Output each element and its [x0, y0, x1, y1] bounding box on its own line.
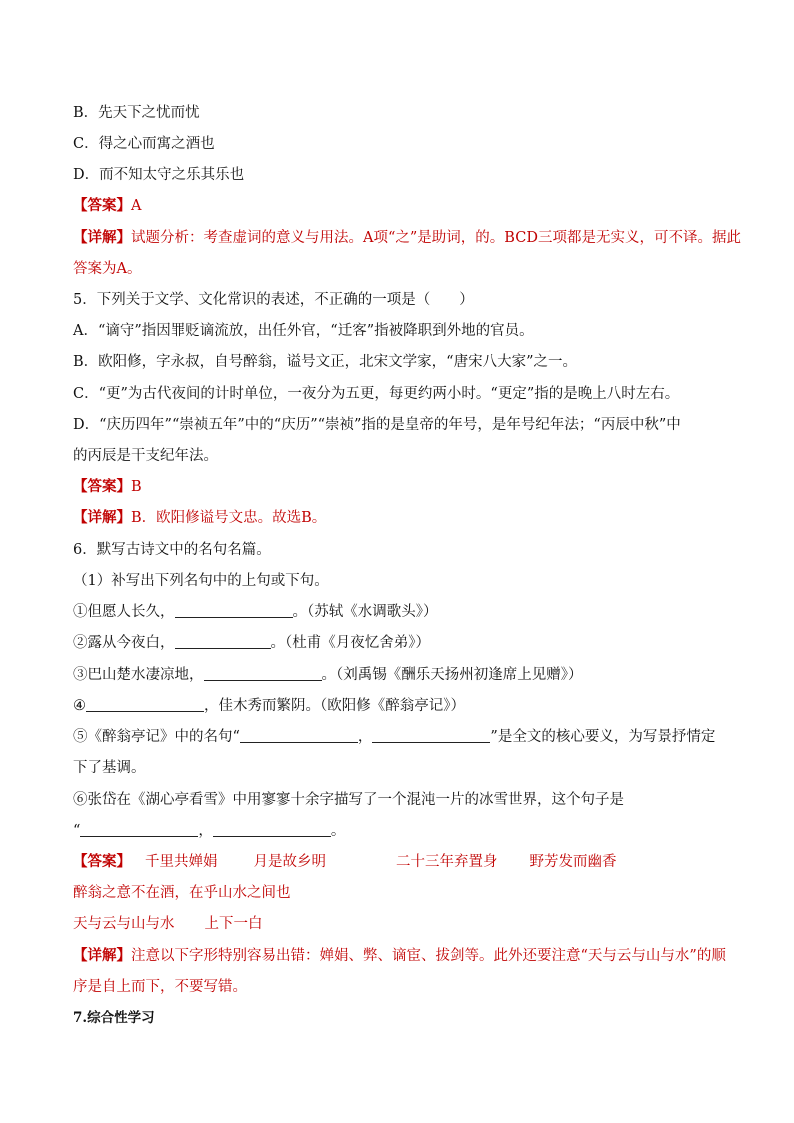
fill-blank[interactable]	[213, 822, 331, 837]
item-text: 。（杜甫《月夜忆舍弟》）	[270, 635, 430, 651]
item-text: ⑤《醉翁亭记》中的名句“	[73, 729, 240, 745]
answer-text: 天与云与山与水	[73, 916, 175, 932]
q6-item6-line1: ⑥张岱在《湖心亭看雪》中用寥寥十余字描写了一个混沌一片的冰雪世界，这个句子是	[73, 792, 624, 808]
q5-option-c: C．“更”为古代夜间的计时单位，一夜分为五更，每更约两小时。“更定”指的是晚上八时左右。	[73, 386, 680, 402]
answer-text: B	[131, 479, 142, 495]
detail-text: 试题分析：考查虚词的意义与用法。A项“之”是助词，的。BCD三项都是无实义，可不译。据此	[131, 230, 741, 246]
answer-tag: 【答案】	[73, 197, 131, 214]
q6-item4	[73, 696, 465, 716]
q5-answer	[73, 477, 142, 497]
fill-blank[interactable]	[175, 634, 271, 649]
answer-text: A	[131, 198, 142, 214]
fill-blank[interactable]	[86, 697, 204, 712]
item-text: 。（刘禹锡《酬乐天扬州初逢席上见赠》）	[321, 667, 583, 683]
fill-blank[interactable]	[204, 666, 322, 681]
q4-option-c: C．得之心而寓之酒也	[73, 136, 215, 152]
q4-option-b: B．先天下之忧而忧	[73, 105, 200, 121]
item-text: ③巴山楚水凄凉地，	[73, 667, 204, 683]
q7-title: 7.综合性学习	[73, 1010, 155, 1026]
q6-detail-line1	[73, 946, 726, 966]
detail-tag: 【详解】	[73, 509, 131, 526]
item-text: ，	[357, 729, 373, 745]
answer-tag: 【答案】	[73, 478, 131, 495]
detail-text: 注意以下字形特别容易出错：婵娟、弊、谪宦、拔剑等。此外还要注意“天与云与山与水”的顺	[131, 948, 726, 964]
q6-answer-line3	[73, 914, 263, 934]
fill-blank[interactable]	[240, 728, 358, 743]
q5-stem: 5．下列关于文学、文化常识的表述，不正确的一项是（ ）	[73, 292, 474, 308]
detail-tag: 【详解】	[73, 947, 131, 964]
q4-detail-line2: 答案为A。	[73, 261, 142, 277]
item-text: ②露从今夜白，	[73, 635, 175, 651]
q4-answer	[73, 196, 141, 216]
q6-item3	[73, 665, 583, 685]
detail-tag: 【详解】	[73, 229, 131, 246]
q5-option-b: B．欧阳修，字永叔，自号醉翁，谥号文正，北宋文学家，“唐宋八大家”之一。	[73, 354, 577, 370]
fill-blank[interactable]	[175, 603, 293, 618]
item-text: “	[73, 823, 81, 839]
answer-text: 月是故乡明	[253, 854, 326, 870]
q6-detail-line2: 序是自上而下，不要写错。	[73, 979, 247, 995]
item-text: 。（苏轼《水调歌头》）	[292, 604, 438, 620]
fill-blank[interactable]	[80, 822, 198, 837]
item-text: ④	[73, 698, 86, 714]
q5-option-d-line2: 的丙辰是干支纪年法。	[73, 448, 218, 464]
q6-item6-line2	[73, 821, 345, 841]
item-text: ”是全文的核心要义，为写景抒情定	[490, 729, 716, 745]
item-text: ，	[198, 823, 213, 839]
q4-option-d: D．而不知太守之乐其乐也	[73, 167, 245, 183]
item-text: 。	[330, 823, 346, 839]
item-text: ①但愿人长久，	[73, 604, 175, 620]
q5-option-d-line1: D．“庆历四年”“崇祯五年”中的“庆历”“崇祯”指的是皇帝的年号，是年号纪年法；“丙辰中秋”中	[73, 417, 681, 433]
answer-text: 上下一白	[204, 916, 263, 932]
q5-option-a: A．“谪守”指因罪贬谪流放，出任外官，“迁客”指被降职到外地的官员。	[73, 323, 534, 339]
q6-item5	[73, 727, 715, 747]
q6-answer-line2: 醉翁之意不在酒，在乎山水之间也	[73, 885, 291, 901]
q6-item2	[73, 633, 430, 653]
fill-blank[interactable]	[372, 728, 490, 743]
answer-text: 千里共婵娟	[145, 854, 218, 870]
answer-text: 二十三年弃置身	[396, 854, 498, 870]
answer-tag: 【答案】	[73, 853, 131, 870]
answer-text: 野芳发而幽香	[529, 854, 617, 870]
detail-text: B．欧阳修谥号文忠。故选B。	[131, 510, 327, 526]
q5-detail	[73, 508, 326, 528]
q6-stem: 6．默写古诗文中的名句名篇。	[73, 542, 271, 558]
item-text: ，佳木秀而繁阴。（欧阳修《醉翁亭记》）	[204, 698, 465, 714]
q4-detail-line1	[73, 228, 741, 248]
q6-item5-line2: 下了基调。	[73, 760, 146, 776]
q6-sub1: （1）补写出下列名句中的上句或下句。	[73, 573, 329, 589]
q6-item1	[73, 602, 438, 622]
q6-answer-line1	[73, 852, 617, 872]
